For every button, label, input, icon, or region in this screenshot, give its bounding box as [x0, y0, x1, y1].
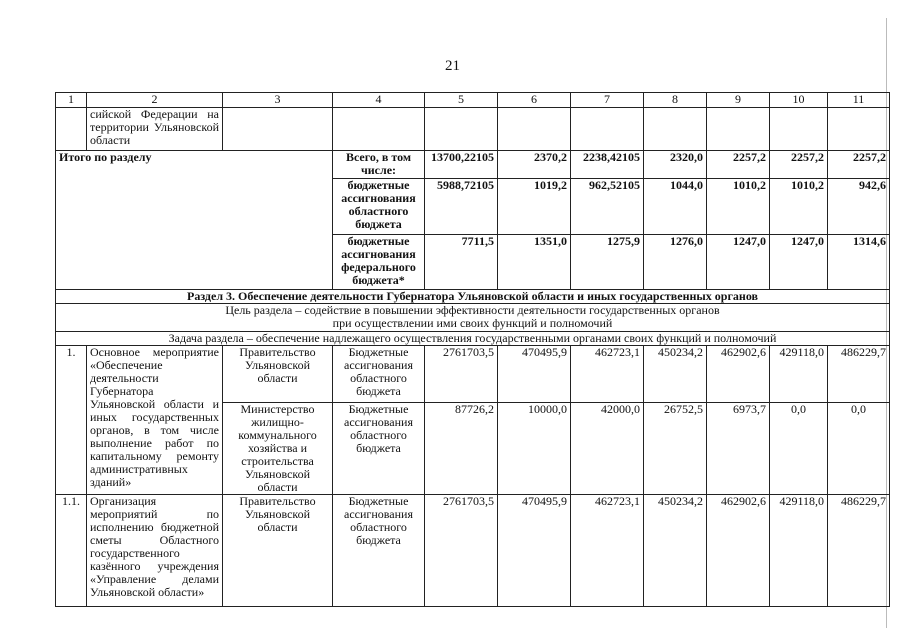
- continued-event-name: сийской Федерации на территории Ульяновской области: [87, 108, 223, 151]
- value-cell: 1314,6: [828, 235, 890, 290]
- section-task: Задача раздела – обеспечение надлежащего осуществления государственными органами своих функций и полномочий: [56, 332, 890, 346]
- value-cell: 2238,42105: [571, 151, 644, 179]
- value-cell: 1351,0: [498, 235, 571, 290]
- table-row: [56, 151, 890, 179]
- value-cell: 1276,0: [644, 235, 707, 290]
- section-task-row: [56, 332, 890, 346]
- value-cell: 26752,5: [644, 403, 707, 495]
- value-cell: 429118,0: [770, 495, 828, 607]
- value-cell: 942,6: [828, 179, 890, 235]
- value-cell: 450234,2: [644, 346, 707, 403]
- value-cell: 13700,22105: [425, 151, 498, 179]
- program-table: [55, 92, 890, 607]
- event-name: Основное мероприятие «Обеспечение деятельности Губернатора Ульяновской области и иных государственных органов, в том числе выполнение работ по капитальному ремонту административных зданий»: [87, 346, 223, 495]
- funding-type: бюджетные ассигнования областного бюджета: [333, 179, 425, 235]
- table-row: [56, 346, 890, 403]
- value-cell: 2761703,5: [425, 495, 498, 607]
- item-number: 1.1.: [56, 495, 87, 607]
- value-cell: 2761703,5: [425, 346, 498, 403]
- value-cell: 429118,0: [770, 346, 828, 403]
- table-row: [56, 108, 890, 151]
- section-title: Раздел 3. Обеспечение деятельности Губернатора Ульяновской области и иных государственных органов: [56, 290, 890, 304]
- value-cell: 450234,2: [644, 495, 707, 607]
- header-cell: 1: [56, 93, 87, 108]
- value-cell: 462723,1: [571, 495, 644, 607]
- funding-source: Бюджетные ассигнования областного бюджета: [333, 403, 425, 495]
- executor: Правительство Ульяновской области: [223, 495, 333, 607]
- value-cell: 486229,7: [828, 495, 890, 607]
- header-cell: 9: [707, 93, 770, 108]
- column-number-row: [56, 93, 890, 108]
- value-cell: 6973,7: [707, 403, 770, 495]
- header-cell: 4: [333, 93, 425, 108]
- header-cell: 2: [87, 93, 223, 108]
- value-cell: 1044,0: [644, 179, 707, 235]
- section-title-row: [56, 290, 890, 304]
- value-cell: 1019,2: [498, 179, 571, 235]
- header-cell: 7: [571, 93, 644, 108]
- header-cell: 5: [425, 93, 498, 108]
- value-cell: 2257,2: [828, 151, 890, 179]
- value-cell: 1010,2: [707, 179, 770, 235]
- value-cell: 87726,2: [425, 403, 498, 495]
- value-cell: 7711,5: [425, 235, 498, 290]
- value-cell: 462723,1: [571, 346, 644, 403]
- value-cell: 0,0: [828, 403, 890, 495]
- header-cell: 11: [828, 93, 890, 108]
- value-cell: 470495,9: [498, 495, 571, 607]
- section-goal: [56, 304, 890, 332]
- page-number: 21: [445, 58, 460, 74]
- header-cell: 3: [223, 93, 333, 108]
- header-cell: 8: [644, 93, 707, 108]
- section-goal-line: при осуществлении ими своих функций и полномочий: [332, 316, 613, 330]
- value-cell: 962,52105: [571, 179, 644, 235]
- header-cell: 6: [498, 93, 571, 108]
- value-cell: 486229,7: [828, 346, 890, 403]
- value-cell: 470495,9: [498, 346, 571, 403]
- section-total-label: Итого по разделу: [56, 151, 333, 290]
- value-cell: 462902,6: [707, 495, 770, 607]
- event-name: Организация мероприятий по исполнению бюджетной сметы Областного государственного казённого учреждения «Управление делами Ульяновской области»: [87, 495, 223, 607]
- funding-source: Бюджетные ассигнования областного бюджета: [333, 346, 425, 403]
- funding-type: Всего, в том числе:: [333, 151, 425, 179]
- value-cell: 2370,2: [498, 151, 571, 179]
- funding-type: бюджетные ассигнования федерального бюджета*: [333, 235, 425, 290]
- section-goal-line: Цель раздела – содействие в повышении эффективности деятельности государственных органов: [225, 303, 720, 317]
- value-cell: 1247,0: [770, 235, 828, 290]
- executor: Министерство жилищно-коммунального хозяйства и строительства Ульяновской области: [223, 403, 333, 495]
- value-cell: 2320,0: [644, 151, 707, 179]
- value-cell: 0,0: [770, 403, 828, 495]
- value-cell: 42000,0: [571, 403, 644, 495]
- value-cell: 2257,2: [770, 151, 828, 179]
- table-row: [56, 495, 890, 607]
- value-cell: 1275,9: [571, 235, 644, 290]
- value-cell: 2257,2: [707, 151, 770, 179]
- value-cell: 10000,0: [498, 403, 571, 495]
- value-cell: 1247,0: [707, 235, 770, 290]
- value-cell: 5988,72105: [425, 179, 498, 235]
- item-number: 1.: [56, 346, 87, 495]
- value-cell: 1010,2: [770, 179, 828, 235]
- value-cell: 462902,6: [707, 346, 770, 403]
- header-cell: 10: [770, 93, 828, 108]
- funding-source: Бюджетные ассигнования областного бюджета: [333, 495, 425, 607]
- executor: Правительство Ульяновской области: [223, 346, 333, 403]
- section-goal-row: [56, 304, 890, 332]
